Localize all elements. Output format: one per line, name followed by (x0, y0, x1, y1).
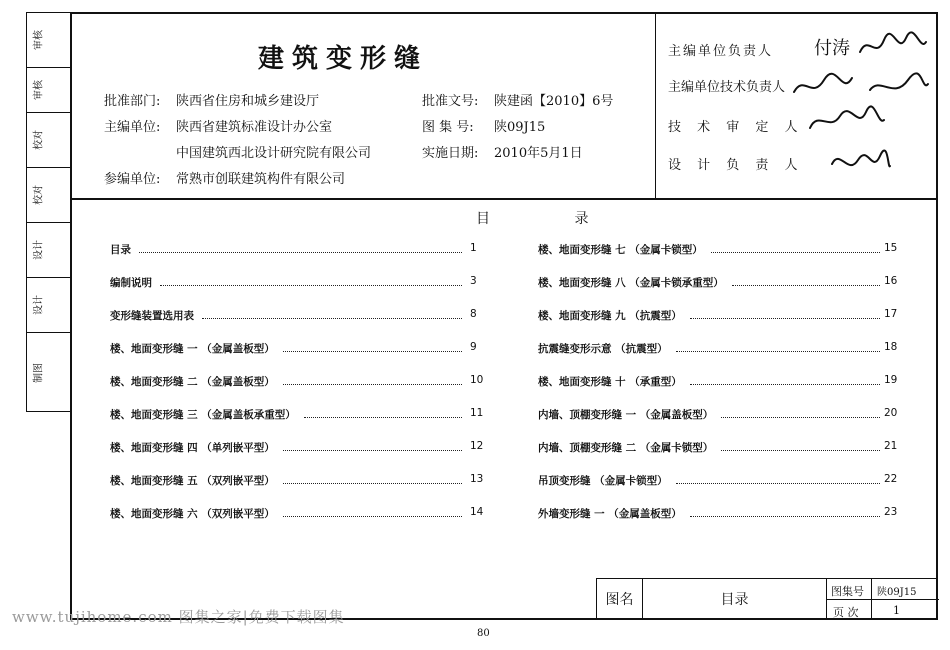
page-number: 80 (477, 628, 490, 639)
toc-leader-dots (202, 318, 462, 319)
signature-divider (655, 12, 656, 198)
toc-item-title: 目录 (110, 244, 131, 256)
strip-cell (27, 333, 70, 413)
strip-cell (27, 113, 70, 168)
toc-leader-dots (160, 285, 462, 286)
toc-item-page: 21 (884, 440, 898, 452)
atlas-no-label: 图 集 号: (422, 120, 474, 135)
toc-item-title: 变形缝装置选用表 (110, 310, 194, 322)
editor-unit-2: 中国建筑西北设计研究院有限公司 (176, 146, 372, 161)
strip-cell-label: 审核 (33, 30, 45, 50)
toc-leader-dots (690, 384, 880, 385)
toc-item-page: 8 (470, 308, 477, 320)
toc-leader-dots (711, 252, 880, 253)
toc-item-page: 3 (470, 275, 477, 287)
toc-item-page: 16 (884, 275, 898, 287)
toc-item-title: 楼、地面变形缝 三 （金属盖板承重型） (110, 409, 296, 421)
toc-item-title: 楼、地面变形缝 九 （抗震型） (538, 310, 682, 322)
toc-leader-dots (721, 450, 880, 451)
toc-leader-dots (690, 318, 880, 319)
drawing-name: 目录 (643, 579, 827, 619)
tech-review-label: 技 术 审 定 人 (668, 120, 804, 135)
toc-item-page: 22 (884, 473, 898, 485)
atlas-no-box: 陕09J15 (877, 587, 917, 598)
watermark: www.tujihome.com 图集之家|免费下载图集 (12, 608, 345, 626)
strip-cell (27, 278, 70, 333)
toc-item-page: 13 (470, 473, 484, 485)
atlas-no: 陕09J15 (494, 120, 546, 135)
toc-item-page: 17 (884, 308, 898, 320)
strip-cell (27, 223, 70, 278)
strip-cell-label: 校对 (33, 185, 45, 205)
toc-item-title: 编制说明 (110, 277, 152, 289)
toc-item-title: 外墙变形缝 一 （金属盖板型） (538, 508, 682, 520)
strip-cell-label: 设计 (33, 295, 45, 315)
toc-item-page: 9 (470, 341, 477, 353)
strip-cell-label: 制图 (33, 363, 45, 383)
toc-leader-dots (139, 252, 462, 253)
toc-leader-dots (676, 351, 880, 352)
toc-item-title: 内墙、顶棚变形缝 二 （金属卡锁型） (538, 442, 714, 454)
strip-cell-label: 设计 (33, 240, 45, 260)
toc-leader-dots (283, 450, 462, 451)
toc-item-page: 11 (470, 407, 484, 419)
toc-item-page: 15 (884, 242, 898, 254)
drawing-name-label: 图名 (597, 579, 643, 619)
chief-editor-name: 付涛 (814, 38, 850, 59)
effective-date-label: 实施日期: (422, 146, 479, 161)
title-block-vline (871, 579, 872, 619)
toc-item-page: 19 (884, 374, 898, 386)
toc-item-title: 楼、地面变形缝 一 （金属盖板型） (110, 343, 275, 355)
toc-leader-dots (676, 483, 880, 484)
signature-tech-chief (790, 70, 930, 104)
signature-chief-scribble (858, 32, 928, 62)
toc-leader-dots (283, 384, 462, 385)
toc-item-title: 楼、地面变形缝 四 （单列嵌平型） (110, 442, 275, 454)
strip-cell (27, 13, 70, 68)
chief-editor-label: 主编单位负责人 (668, 44, 774, 59)
toc-item-page: 12 (470, 440, 484, 452)
participant-unit-label: 参编单位: (104, 172, 161, 187)
toc-leader-dots (283, 351, 462, 352)
design-lead-label: 设 计 负 责 人 (668, 158, 804, 173)
toc-item-title: 抗震缝变形示意 （抗震型） (538, 343, 668, 355)
toc-item-page: 23 (884, 506, 898, 518)
toc-heading: 目 录 (476, 211, 629, 227)
page-box: 1 (893, 604, 900, 617)
tech-chief-label: 主编单位技术负责人 (668, 80, 786, 95)
toc-item-title: 内墙、顶棚变形缝 一 （金属盖板型） (538, 409, 714, 421)
toc-item-title: 吊顶变形缝 （金属卡锁型） (538, 475, 668, 487)
toc-leader-dots (732, 285, 880, 286)
left-signature-strip (26, 12, 70, 412)
toc-item-page: 18 (884, 341, 898, 353)
strip-cell (27, 68, 70, 113)
toc-leader-dots (283, 483, 462, 484)
strip-cell (27, 168, 70, 223)
approval-no: 陕建函【2010】6号 (494, 94, 614, 109)
signature-design-lead (828, 146, 892, 180)
editor-unit-label: 主编单位: (104, 120, 161, 135)
toc-leader-dots (304, 417, 462, 418)
strip-cell-label: 校对 (33, 130, 45, 150)
header-divider (70, 198, 938, 200)
approval-dept: 陕西省住房和城乡建设厅 (176, 94, 320, 109)
participant-unit: 常熟市创联建筑构件有限公司 (176, 172, 346, 187)
approval-dept-label: 批准部门: (104, 94, 161, 109)
toc-item-title: 楼、地面变形缝 十 （承重型） (538, 376, 682, 388)
toc-leader-dots (690, 516, 880, 517)
toc-leader-dots (283, 516, 462, 517)
atlas-no-label-box: 图集号 (831, 585, 864, 598)
approval-no-label: 批准文号: (422, 94, 479, 109)
page-label-box: 页 次 (833, 606, 859, 619)
signature-tech-review (806, 104, 886, 136)
toc-item-page: 10 (470, 374, 484, 386)
editor-unit-1: 陕西省建筑标准设计办公室 (176, 120, 333, 135)
toc-item-title: 楼、地面变形缝 二 （金属盖板型） (110, 376, 275, 388)
strip-cell-label: 审核 (33, 80, 45, 100)
toc-item-page: 14 (470, 506, 484, 518)
title-block (596, 578, 938, 620)
toc-item-page: 20 (884, 407, 898, 419)
toc-item-title: 楼、地面变形缝 七 （金属卡锁型） (538, 244, 703, 256)
toc-item-title: 楼、地面变形缝 八 （金属卡锁承重型） (538, 277, 724, 289)
title-block-divider (827, 599, 939, 600)
page-title: 建筑变形缝 (258, 44, 429, 74)
toc-item-title: 楼、地面变形缝 六 （双列嵌平型） (110, 508, 275, 520)
toc-leader-dots (721, 417, 880, 418)
toc-item-title: 楼、地面变形缝 五 （双列嵌平型） (110, 475, 275, 487)
toc-item-page: 1 (470, 242, 477, 254)
effective-date: 2010年5月1日 (494, 146, 583, 161)
